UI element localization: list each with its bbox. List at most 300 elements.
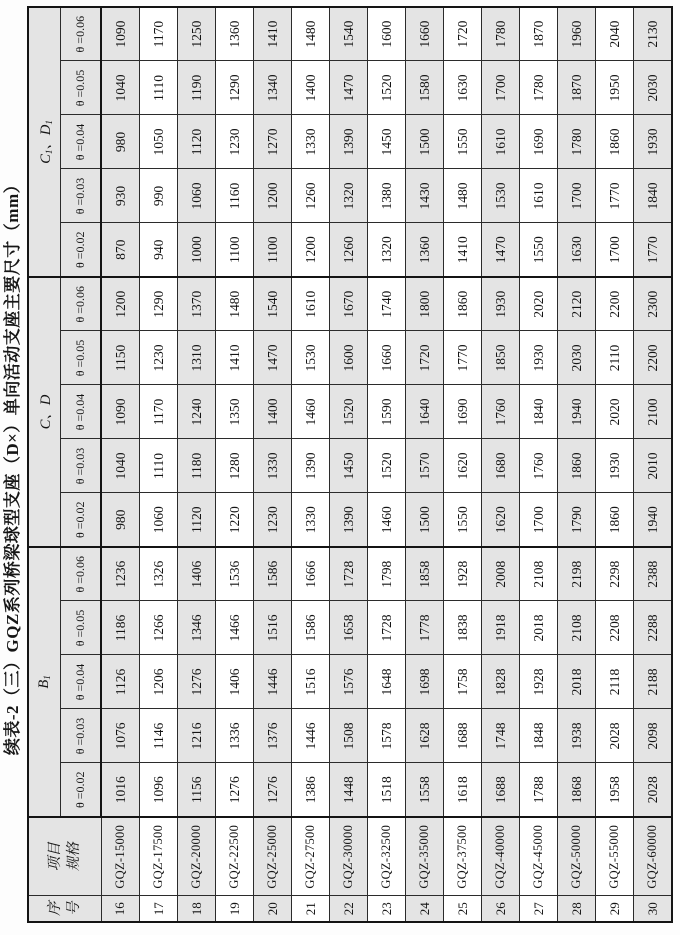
group-header-c1d1: [28, 7, 61, 277]
value-cell: 1100: [254, 223, 292, 277]
value-cell: 980: [101, 493, 140, 547]
value-cell: 1798: [368, 547, 406, 601]
theta-header-cell: θ =0.04: [61, 115, 102, 169]
value-cell: 1850: [482, 331, 520, 385]
value-cell: 1930: [482, 277, 520, 331]
value-cell: 1516: [254, 601, 292, 655]
value-cell: 2110: [596, 331, 634, 385]
value-cell: 1386: [292, 763, 330, 817]
value-cell: 2108: [520, 547, 558, 601]
table-row: [596, 7, 634, 922]
spec-cell: GQZ-60000: [634, 817, 673, 896]
spec-cell: GQZ-25000: [254, 817, 292, 896]
value-cell: 1690: [520, 115, 558, 169]
value-cell: 1536: [216, 547, 254, 601]
value-cell: 1276: [178, 655, 216, 709]
value-cell: 1728: [330, 547, 368, 601]
value-cell: 1250: [178, 7, 216, 61]
value-cell: 2018: [558, 655, 596, 709]
value-cell: 2028: [634, 763, 673, 817]
value-cell: 1520: [368, 61, 406, 115]
header-row-groups: [28, 7, 61, 922]
value-cell: 1100: [216, 223, 254, 277]
value-cell: 1446: [292, 709, 330, 763]
value-cell: 1760: [520, 439, 558, 493]
table-title: 续表-2（三）GQZ系列桥梁球型支座（D×）单向活动支座主要尺寸（mm）: [3, 175, 22, 756]
value-cell: 1370: [178, 277, 216, 331]
value-cell: 1220: [216, 493, 254, 547]
value-cell: 1860: [558, 439, 596, 493]
value-cell: 1326: [140, 547, 178, 601]
value-cell: 1780: [482, 7, 520, 61]
value-cell: 1170: [140, 7, 178, 61]
value-cell: 1680: [482, 439, 520, 493]
value-cell: 1760: [482, 385, 520, 439]
value-cell: 1858: [406, 547, 444, 601]
value-cell: 2130: [634, 7, 673, 61]
value-cell: 1060: [140, 493, 178, 547]
serial-cell: 29: [596, 896, 634, 922]
value-cell: 1460: [292, 385, 330, 439]
serial-cell: 26: [482, 896, 520, 922]
serial-header-line: 序: [46, 901, 63, 916]
value-cell: 1016: [101, 763, 140, 817]
value-cell: 2200: [634, 331, 673, 385]
value-cell: 2008: [482, 547, 520, 601]
spec-cell: GQZ-50000: [558, 817, 596, 896]
value-cell: 1660: [406, 7, 444, 61]
theta-header-cell: θ =0.05: [61, 601, 102, 655]
value-cell: 1860: [596, 493, 634, 547]
value-cell: 1340: [254, 61, 292, 115]
subscript-text: 1: [44, 149, 54, 155]
value-cell: 1260: [292, 169, 330, 223]
value-cell: 1090: [101, 7, 140, 61]
theta-header-cell: θ =0.02: [61, 223, 102, 277]
value-cell: 1200: [101, 277, 140, 331]
value-cell: 1206: [140, 655, 178, 709]
spec-cell: GQZ-40000: [482, 817, 520, 896]
serial-column-header: [28, 896, 101, 922]
value-cell: 940: [140, 223, 178, 277]
value-cell: 1728: [368, 601, 406, 655]
serial-cell: 21: [292, 896, 330, 922]
value-cell: 1570: [406, 439, 444, 493]
value-cell: 1950: [596, 61, 634, 115]
value-cell: 1620: [444, 439, 482, 493]
value-cell: 1376: [254, 709, 292, 763]
value-cell: 1450: [368, 115, 406, 169]
value-cell: 1868: [558, 763, 596, 817]
value-cell: 2118: [596, 655, 634, 709]
value-cell: 1270: [254, 115, 292, 169]
value-cell: 1360: [406, 223, 444, 277]
value-cell: 1780: [558, 115, 596, 169]
value-cell: 1406: [216, 655, 254, 709]
spec-cell: GQZ-30000: [330, 817, 368, 896]
value-cell: 1280: [216, 439, 254, 493]
value-cell: 1840: [520, 385, 558, 439]
theta-header-cell: θ =0.03: [61, 709, 102, 763]
value-cell: 1600: [330, 331, 368, 385]
value-cell: 1410: [216, 331, 254, 385]
value-cell: 1580: [406, 61, 444, 115]
value-cell: 1740: [368, 277, 406, 331]
value-cell: 2040: [596, 7, 634, 61]
header-row-theta: [61, 7, 102, 922]
serial-cell: 22: [330, 896, 368, 922]
theta-header-cell: θ =0.06: [61, 547, 102, 601]
value-cell: 1778: [406, 601, 444, 655]
value-cell: 1698: [406, 655, 444, 709]
theta-header-cell: θ =0.05: [61, 331, 102, 385]
value-cell: 1230: [216, 115, 254, 169]
serial-cell: 18: [178, 896, 216, 922]
value-cell: 1000: [178, 223, 216, 277]
value-cell: 1060: [178, 169, 216, 223]
value-cell: 1480: [292, 7, 330, 61]
value-cell: 1096: [140, 763, 178, 817]
value-cell: 1610: [482, 115, 520, 169]
value-cell: 2108: [558, 601, 596, 655]
value-cell: 1790: [558, 493, 596, 547]
value-cell: 2388: [634, 547, 673, 601]
value-cell: 2020: [596, 385, 634, 439]
value-cell: 980: [101, 115, 140, 169]
value-cell: 1330: [254, 439, 292, 493]
value-cell: 1156: [178, 763, 216, 817]
value-cell: 1640: [406, 385, 444, 439]
value-cell: 1720: [406, 331, 444, 385]
spec-table: [27, 6, 673, 923]
spec-column-header: [28, 817, 101, 896]
value-cell: 1336: [216, 709, 254, 763]
label-text: 、D: [38, 124, 54, 150]
spec-table-body: [28, 7, 672, 922]
serial-cell: 28: [558, 896, 596, 922]
value-cell: 1960: [558, 7, 596, 61]
value-cell: 1648: [368, 655, 406, 709]
value-cell: 1838: [444, 601, 482, 655]
value-cell: 1450: [330, 439, 368, 493]
value-cell: 1660: [368, 331, 406, 385]
value-cell: 1186: [101, 601, 140, 655]
value-cell: 1940: [634, 493, 673, 547]
value-cell: 1770: [444, 331, 482, 385]
value-cell: 1670: [330, 277, 368, 331]
serial-cell: 20: [254, 896, 292, 922]
serial-cell: 30: [634, 896, 673, 922]
value-cell: 1666: [292, 547, 330, 601]
serial-cell: 23: [368, 896, 406, 922]
spec-cell: GQZ-15000: [101, 817, 140, 896]
value-cell: 2208: [596, 601, 634, 655]
table-row: [368, 7, 406, 922]
value-cell: 1600: [368, 7, 406, 61]
value-cell: 1690: [444, 385, 482, 439]
value-cell: 1260: [330, 223, 368, 277]
value-cell: 1770: [634, 223, 673, 277]
value-cell: 1390: [292, 439, 330, 493]
value-cell: 1266: [140, 601, 178, 655]
label-text: C、D: [38, 394, 54, 430]
value-cell: 1330: [292, 493, 330, 547]
value-cell: 1380: [368, 169, 406, 223]
value-cell: 1928: [444, 547, 482, 601]
value-cell: 2100: [634, 385, 673, 439]
value-cell: 1828: [482, 655, 520, 709]
spec-cell: GQZ-27500: [292, 817, 330, 896]
table-row: [634, 7, 673, 922]
spec-header-line: 规格: [65, 842, 82, 872]
value-cell: 1110: [140, 439, 178, 493]
value-cell: 2188: [634, 655, 673, 709]
table-row: [558, 7, 596, 922]
value-cell: 1400: [254, 385, 292, 439]
value-cell: 1230: [254, 493, 292, 547]
value-cell: 870: [101, 223, 140, 277]
value-cell: 1310: [178, 331, 216, 385]
value-cell: 1700: [558, 169, 596, 223]
value-cell: 2098: [634, 709, 673, 763]
theta-header-cell: θ =0.02: [61, 493, 102, 547]
value-cell: 1518: [368, 763, 406, 817]
value-cell: 1620: [482, 493, 520, 547]
value-cell: 1150: [101, 331, 140, 385]
value-cell: 2288: [634, 601, 673, 655]
value-cell: 1470: [330, 61, 368, 115]
table-row: [330, 7, 368, 922]
value-cell: 1190: [178, 61, 216, 115]
theta-header-cell: θ =0.06: [61, 277, 102, 331]
value-cell: 1276: [216, 763, 254, 817]
table-row: [254, 7, 292, 922]
value-cell: 1480: [216, 277, 254, 331]
value-cell: 1480: [444, 169, 482, 223]
rotated-page-content: [0, 8, 672, 923]
value-cell: 1160: [216, 169, 254, 223]
value-cell: 1840: [634, 169, 673, 223]
value-cell: 1758: [444, 655, 482, 709]
serial-cell: 24: [406, 896, 444, 922]
value-cell: 1290: [140, 277, 178, 331]
table-row: [444, 7, 482, 922]
value-cell: 1236: [101, 547, 140, 601]
table-row: [482, 7, 520, 922]
value-cell: 1930: [596, 439, 634, 493]
value-cell: 2030: [558, 331, 596, 385]
value-cell: 1780: [520, 61, 558, 115]
value-cell: 1610: [520, 169, 558, 223]
value-cell: 1848: [520, 709, 558, 763]
value-cell: 1860: [444, 277, 482, 331]
value-cell: 1630: [444, 61, 482, 115]
value-cell: 1406: [178, 547, 216, 601]
value-cell: 1350: [216, 385, 254, 439]
value-cell: 1558: [406, 763, 444, 817]
value-cell: 1540: [254, 277, 292, 331]
spec-cell: GQZ-35000: [406, 817, 444, 896]
value-cell: 1276: [254, 763, 292, 817]
value-cell: 1958: [596, 763, 634, 817]
value-cell: 1360: [216, 7, 254, 61]
value-cell: 1688: [444, 709, 482, 763]
value-cell: 1540: [330, 7, 368, 61]
value-cell: 1550: [520, 223, 558, 277]
value-cell: 1330: [292, 115, 330, 169]
value-cell: 1470: [254, 331, 292, 385]
value-cell: 990: [140, 169, 178, 223]
spec-cell: GQZ-22500: [216, 817, 254, 896]
value-cell: 1290: [216, 61, 254, 115]
value-cell: 1410: [444, 223, 482, 277]
value-cell: 1800: [406, 277, 444, 331]
value-cell: 1110: [140, 61, 178, 115]
table-row: [101, 7, 140, 922]
value-cell: 1216: [178, 709, 216, 763]
value-cell: 1576: [330, 655, 368, 709]
value-cell: 1090: [101, 385, 140, 439]
spec-cell: GQZ-37500: [444, 817, 482, 896]
serial-cell: 19: [216, 896, 254, 922]
subscript-text: 1: [42, 675, 52, 680]
value-cell: 1550: [444, 493, 482, 547]
value-cell: 1578: [368, 709, 406, 763]
value-cell: 1610: [292, 277, 330, 331]
value-cell: 2020: [520, 277, 558, 331]
value-cell: 2028: [596, 709, 634, 763]
value-cell: 1410: [254, 7, 292, 61]
value-cell: 1520: [330, 385, 368, 439]
theta-header-cell: θ =0.05: [61, 61, 102, 115]
theta-header-cell: θ =0.04: [61, 655, 102, 709]
value-cell: 1466: [216, 601, 254, 655]
value-cell: 1630: [558, 223, 596, 277]
value-cell: 1120: [178, 115, 216, 169]
serial-cell: 17: [140, 896, 178, 922]
serial-header-line: 号: [65, 901, 82, 916]
table-row: [292, 7, 330, 922]
spec-cell: GQZ-17500: [140, 817, 178, 896]
value-cell: 1530: [482, 169, 520, 223]
value-cell: 1050: [140, 115, 178, 169]
table-row: [216, 7, 254, 922]
value-cell: 1400: [292, 61, 330, 115]
theta-header-cell: θ =0.03: [61, 439, 102, 493]
value-cell: 2010: [634, 439, 673, 493]
value-cell: 1460: [368, 493, 406, 547]
value-cell: 1180: [178, 439, 216, 493]
spec-cell: GQZ-20000: [178, 817, 216, 896]
value-cell: 1200: [292, 223, 330, 277]
value-cell: 1200: [254, 169, 292, 223]
theta-header-cell: θ =0.06: [61, 7, 102, 61]
value-cell: 1928: [520, 655, 558, 709]
value-cell: 1658: [330, 601, 368, 655]
value-cell: 1930: [520, 331, 558, 385]
value-cell: 1586: [254, 547, 292, 601]
serial-cell: 16: [101, 896, 140, 922]
value-cell: 1320: [330, 169, 368, 223]
value-cell: 1390: [330, 115, 368, 169]
value-cell: 1448: [330, 763, 368, 817]
value-cell: 1320: [368, 223, 406, 277]
value-cell: 1720: [444, 7, 482, 61]
serial-cell: 25: [444, 896, 482, 922]
value-cell: 1550: [444, 115, 482, 169]
value-cell: 1470: [482, 223, 520, 277]
value-cell: 1788: [520, 763, 558, 817]
value-cell: 2300: [634, 277, 673, 331]
value-cell: 1918: [482, 601, 520, 655]
value-cell: 1700: [596, 223, 634, 277]
value-cell: 2030: [634, 61, 673, 115]
value-cell: 1076: [101, 709, 140, 763]
theta-header-cell: θ =0.04: [61, 385, 102, 439]
spec-header-line: 项目: [46, 842, 63, 872]
value-cell: 1628: [406, 709, 444, 763]
group-header-b1: [28, 547, 61, 817]
value-cell: 1430: [406, 169, 444, 223]
value-cell: 1516: [292, 655, 330, 709]
value-cell: 1530: [292, 331, 330, 385]
value-cell: 1860: [596, 115, 634, 169]
value-cell: 1230: [140, 331, 178, 385]
spec-cell: GQZ-45000: [520, 817, 558, 896]
value-cell: 1520: [368, 439, 406, 493]
value-cell: 1586: [292, 601, 330, 655]
value-cell: 1500: [406, 115, 444, 169]
label-text: C: [38, 154, 54, 164]
value-cell: 1120: [178, 493, 216, 547]
value-cell: 2120: [558, 277, 596, 331]
value-cell: 1870: [558, 61, 596, 115]
subscript-text: 1: [44, 120, 54, 125]
value-cell: 1508: [330, 709, 368, 763]
table-row: [140, 7, 178, 922]
value-cell: 1748: [482, 709, 520, 763]
value-cell: 1040: [101, 439, 140, 493]
value-cell: 1146: [140, 709, 178, 763]
value-cell: 2198: [558, 547, 596, 601]
spec-cell: GQZ-55000: [596, 817, 634, 896]
spec-cell: GQZ-32500: [368, 817, 406, 896]
value-cell: 1770: [596, 169, 634, 223]
value-cell: 2200: [596, 277, 634, 331]
table-row: [178, 7, 216, 922]
value-cell: 1700: [520, 493, 558, 547]
serial-cell: 27: [520, 896, 558, 922]
value-cell: 930: [101, 169, 140, 223]
value-cell: 1618: [444, 763, 482, 817]
value-cell: 2018: [520, 601, 558, 655]
value-cell: 1446: [254, 655, 292, 709]
value-cell: 1700: [482, 61, 520, 115]
theta-header-cell: θ =0.02: [61, 763, 102, 817]
theta-header-cell: θ =0.03: [61, 169, 102, 223]
value-cell: 1040: [101, 61, 140, 115]
value-cell: 1126: [101, 655, 140, 709]
value-cell: 1688: [482, 763, 520, 817]
value-cell: 1590: [368, 385, 406, 439]
value-cell: 2298: [596, 547, 634, 601]
table-row: [406, 7, 444, 922]
value-cell: 1346: [178, 601, 216, 655]
value-cell: 1930: [634, 115, 673, 169]
value-cell: 1170: [140, 385, 178, 439]
label-text: B: [36, 679, 52, 689]
value-cell: 1390: [330, 493, 368, 547]
